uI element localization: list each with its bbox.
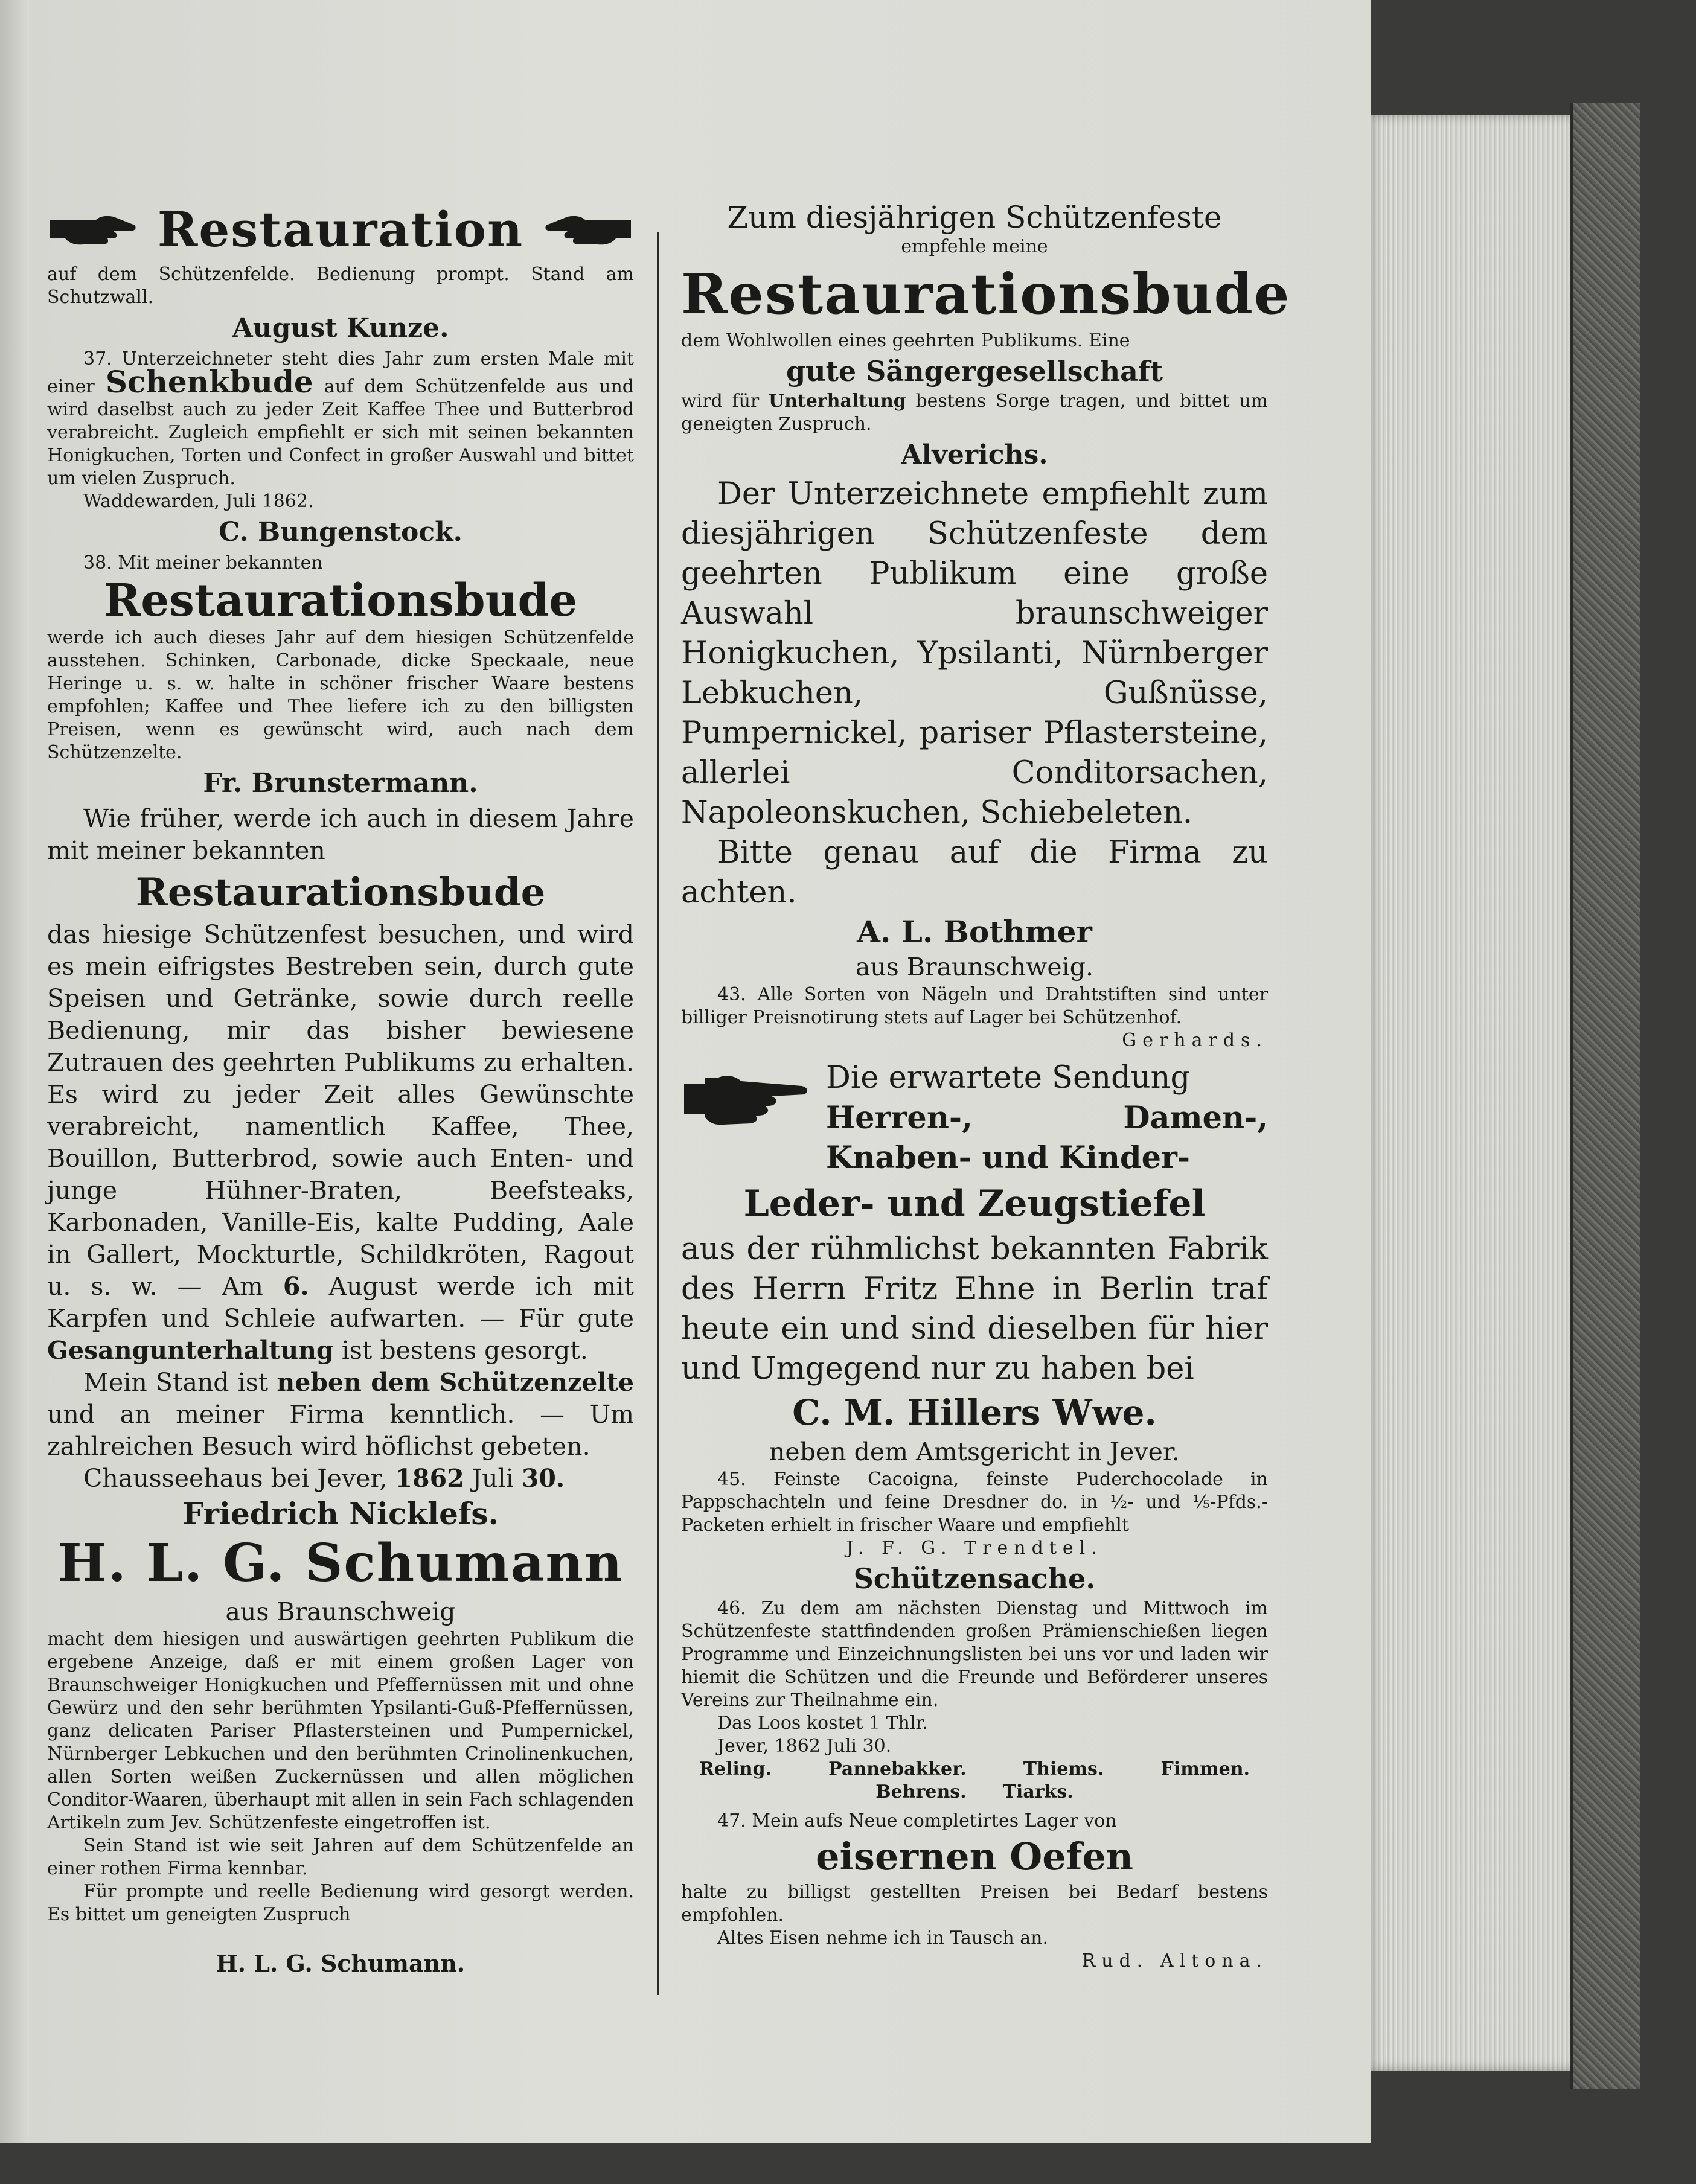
gerhards-signature: Gerhards.	[1122, 1030, 1268, 1051]
hillers-line-1: Die erwartete Sendung	[826, 1060, 1191, 1096]
ad-46-price: Das Loos kostet 1 Thlr.	[717, 1713, 929, 1734]
ad-37-text	[47, 348, 634, 490]
nicklefs-date: 6.	[283, 1272, 309, 1301]
hillers-heading: Leder- und Zeugstiefel	[743, 1183, 1206, 1225]
ad-47-body: halte zu billigst gestellten Preisen bei Bedarf bestens empfohlen.	[681, 1882, 1268, 1926]
alverichs-body-2a: wird für	[681, 391, 760, 412]
nicklefs-heading: Restaurationsbude	[135, 870, 546, 915]
ad-46-names-row-1	[681, 1758, 1268, 1781]
ad-46	[681, 1561, 1268, 1804]
nicklefs-stand-2: und an meiner Firma kenntlich. — Um zahlreichen Besuch wird höflichst gebeten.	[47, 1400, 634, 1461]
schumann-signature: H. L. G. Schumann.	[216, 1950, 466, 1977]
ad-38-heading: Restaurationsbude	[103, 575, 578, 627]
hillers-signature: C. M. Hillers Wwe.	[792, 1392, 1157, 1433]
alverichs-bold-1: gute Sängergesellschaft	[786, 355, 1163, 388]
ad-43-body: Alle Sorten von Nägeln und Drahtstiften sind unter billiger Preisnotirung stets auf Lager bei Schützenhof.	[681, 984, 1268, 1028]
nicklefs-body-2: August werde ich mit Karpfen und Schleie aufwarten. — Für gute	[47, 1272, 634, 1333]
facing-page-edge	[0, 0, 29, 2184]
nicklefs-signature: Friedrich Nicklefs.	[182, 1496, 499, 1531]
ad-46-name: Tiarks.	[1002, 1781, 1074, 1802]
restauration-title: Restauration	[157, 201, 524, 258]
alverichs-body-3: bestens Sorge tragen, und bittet um geneigten Zuspruch.	[681, 391, 1268, 435]
pointing-hand-large-icon	[681, 1063, 814, 1135]
ad-47-number: 47.	[717, 1810, 746, 1831]
schumann-sub: aus Braunschweig	[225, 1597, 456, 1626]
ad-47	[681, 1810, 1268, 1973]
book-cover	[1570, 103, 1640, 2089]
ad-45-number: 45.	[717, 1469, 746, 1490]
schumann-body: macht dem hiesigen und auswärtigen geehrten Publikum die ergebene Anzeige, daß er mit einem großen Lager von Braunschweiger Honigkuchen und Pfeffernüssen mit und ohne Gewürz und den sehr berühmten Ypsilanti-Guß-Pfeffernüssen, ganz delicaten Pariser Pflastersteinen und Pumpernickel, Nürnberger Lebkuchen und den berühmten Crinolinenkuchen, allen Sorten weißen Zuckernüssen und allen möglichen Conditor-Waaren, überhaupt mit allen in sein Fach schlagenden Artikeln zum Jev. Schützenfeste eingetroffen ist.	[47, 1629, 634, 1833]
schumann-body-2: Sein Stand ist wie seit Jahren auf dem Schützenfelde an einer rothen Firma kennbar.	[47, 1835, 634, 1879]
bungenstock-signature: C. Bungenstock.	[219, 517, 462, 548]
ad-46-names-row-2	[681, 1781, 1268, 1804]
trendtel-signature: J. F. G. Trendtel.	[846, 1537, 1103, 1559]
schuetzensache-heading: Schützensache.	[853, 1562, 1096, 1595]
ad-38-body: werde ich auch dieses Jahr auf dem hiesigen Schützenfelde ausstehen. Schinken, Carbonade, dicke Speckaale, neue Heringe u. s. w. halte in schöner frischer Waare bestens empfohlen; Kaffee und Thee liefere ich zu den billigsten Preisen, wenn es gewünscht wird, auch nach dem Schützenzelte.	[47, 627, 634, 763]
nicklefs-month: Juli	[472, 1464, 514, 1493]
ad-46-name: Thiems.	[1023, 1758, 1104, 1780]
alverichs-body-2	[681, 390, 1268, 436]
nicklefs-stand-bold: neben dem Schützenzelte	[277, 1368, 634, 1397]
column-divider	[657, 232, 659, 1995]
nicklefs-bold-2: Gesangunterhaltung	[47, 1336, 334, 1365]
ad-hillers	[681, 1058, 1268, 1468]
nicklefs-body-1: das hiesige Schützenfest besuchen, und wird es mein eifrigstes Bestreben sein, durch gute Speisen und Getränke, sowie durch reelle Bedienung, mir das bisher bewiesene Zutrauen des geehrten Publikums zu erhalten. Es wird zu jeder Zeit alles Gewünschte verabreicht, namentlich Kaffee, Thee, Bouillon, Butterbrod, sowie auch Enten- und junge Hühner-Braten, Beefsteaks, Karbonaden, Vanille-Eis, kalte Pudding, Aale in Gallert, Mockturtle, Schildkröten, Ragout u. s. w. — Am	[47, 920, 634, 1301]
pointing-hand-right-icon	[47, 208, 138, 251]
ad-38-number: 38.	[83, 552, 112, 573]
ad-37-place-date: Waddewarden, Juli 1862.	[83, 491, 314, 512]
scanner-bed	[0, 2143, 1696, 2184]
ad-46-name: Pannebakker.	[828, 1758, 967, 1780]
nicklefs-body-3: ist bestens gesorgt.	[341, 1336, 588, 1365]
ad-45	[681, 1468, 1268, 1560]
ad-47-body-2: Altes Eisen nehme ich in Tausch an.	[717, 1927, 1049, 1949]
ad-38-lead-line	[47, 552, 634, 575]
ad-38-lead: Mit meiner bekannten	[118, 552, 323, 573]
ad-45-body: Feinste Cacoigna, feinste Puderchocolade in Pappschachteln und feine Dresdner do. in ½- und ⅕-Pfds.-Packeten erhielt in frischer Waare und empfiehlt	[681, 1469, 1268, 1536]
alverichs-bold-2: Unterhaltung	[768, 391, 906, 412]
ad-46-place-date: Jever, 1862 Juli 30.	[717, 1735, 892, 1757]
schumann-body-3: Für prompte und reelle Bedienung wird gesorgt werden. Es bittet um geneigten Zuspruch	[47, 1881, 634, 1925]
ad-restauration	[47, 199, 634, 345]
brunstermann-signature: Fr. Brunstermann.	[203, 768, 478, 799]
ad-38	[47, 552, 634, 800]
ad-43-number: 43.	[717, 984, 746, 1005]
bothmer-body-2: Bitte genau auf die Firma zu achten.	[681, 835, 1268, 910]
schenkbude-keyword: Schenkbude	[105, 364, 313, 400]
nicklefs-year: 1862	[395, 1464, 464, 1493]
ad-46-body: Zu dem am nächsten Dienstag und Mittwoch im Schützenfeste stattfindenden großen Prämienschießen liegen Programme und Einzeichnungslisten bei uns vor und laden wir hiemit die Schützen und die Freunde und Beförderer unseres Vereins zur Theilnahme ein.	[681, 1598, 1268, 1711]
ad-47-lead: Mein aufs Neue completirtes Lager von	[752, 1810, 1117, 1831]
ad-46-number: 46.	[717, 1598, 746, 1619]
alverichs-signature: Alverichs.	[901, 439, 1048, 470]
hillers-hand-block	[681, 1058, 1268, 1178]
pointing-hand-left-icon	[543, 208, 634, 251]
ad-schumann	[47, 1533, 634, 1978]
kunze-signature: August Kunze.	[232, 313, 449, 343]
ad-37-rest: auf dem Schützenfelde aus und wird daselbst auch zu jeder Zeit Kaffee Thee und Butterbrod verabreicht. Zugleich empfiehlt er sich mit seinen bekannten Honigkuchen, Torten und Confect in großer Auswahl und bittet um vielen Zuspruch.	[47, 376, 634, 489]
nicklefs-place-date	[47, 1463, 634, 1495]
bothmer-sub: aus Braunschweig.	[855, 953, 1094, 982]
ad-nicklefs	[47, 803, 634, 1531]
altona-signature: Rud. Altona.	[1081, 1950, 1268, 1972]
alverichs-heading: Restaurationsbude	[681, 261, 1291, 327]
ad-46-name: Behrens.	[875, 1781, 967, 1802]
left-column	[47, 199, 634, 2001]
ad-47-heading: eisernen Oefen	[816, 1834, 1133, 1879]
hillers-bold-1: Herren-, Damen-, Knaben- und Kinder-	[826, 1100, 1268, 1176]
restauration-header	[47, 199, 634, 260]
nicklefs-intro: Wie früher, werde ich auch in diesem Jahre mit meiner bekannten	[47, 804, 634, 865]
ad-alverichs	[681, 199, 1291, 472]
bothmer-body: Der Unterzeichnete empfiehlt zum diesjährigen Schützenfeste dem geehrten Publikum eine große Auswahl braunschweiger Honigkuchen, Ypsilanti, Nürnberger Lebkuchen, Gußnüsse, Pumpernickel, pariser Pflastersteine, allerlei Conditorsachen, Napoleonskuchen, Schiebeleten.	[681, 476, 1268, 831]
nicklefs-place: Chausseehaus bei Jever,	[83, 1464, 388, 1493]
nicklefs-body	[47, 919, 634, 1367]
alverichs-intro-2: empfehle meine	[901, 236, 1048, 257]
nicklefs-stand	[47, 1367, 634, 1463]
ad-37-lead: Unterzeichneter steht dies Jahr zum ersten Male mit einer	[47, 348, 634, 397]
ad-bothmer	[681, 474, 1268, 983]
ad-37	[47, 348, 634, 549]
hillers-sub: neben dem Amtsgericht in Jever.	[769, 1437, 1180, 1466]
restauration-body: auf dem Schützenfelde. Bedienung prompt. Stand am Schutzwall.	[47, 264, 634, 308]
ad-46-name: Fimmen.	[1160, 1758, 1250, 1780]
ad-45-text	[681, 1468, 1268, 1537]
bothmer-signature: A. L. Bothmer	[857, 914, 1092, 950]
nicklefs-stand-1: Mein Stand ist	[83, 1368, 269, 1397]
ad-43	[681, 983, 1268, 1052]
ad-46-name: Reling.	[699, 1758, 772, 1780]
alverichs-body-1: dem Wohlwollen eines geehrten Publikums. Eine	[681, 330, 1130, 351]
ad-37-number: 37.	[83, 348, 112, 369]
nicklefs-day: 30.	[521, 1464, 565, 1493]
alverichs-intro: Zum diesjährigen Schützenfeste	[727, 200, 1222, 235]
right-column	[681, 199, 1291, 1973]
ad-47-text	[681, 1810, 1268, 1833]
schumann-heading: H. L. G. Schumann	[57, 1533, 624, 1594]
ad-46-text	[681, 1597, 1268, 1712]
hillers-body: aus der rühmlichst bekannten Fabrik des Herrn Fritz Ehne in Berlin traf heute ein und sind dieselben für hier und Umgegend nur zu haben bei	[681, 1231, 1268, 1387]
ad-43-text	[681, 983, 1268, 1029]
